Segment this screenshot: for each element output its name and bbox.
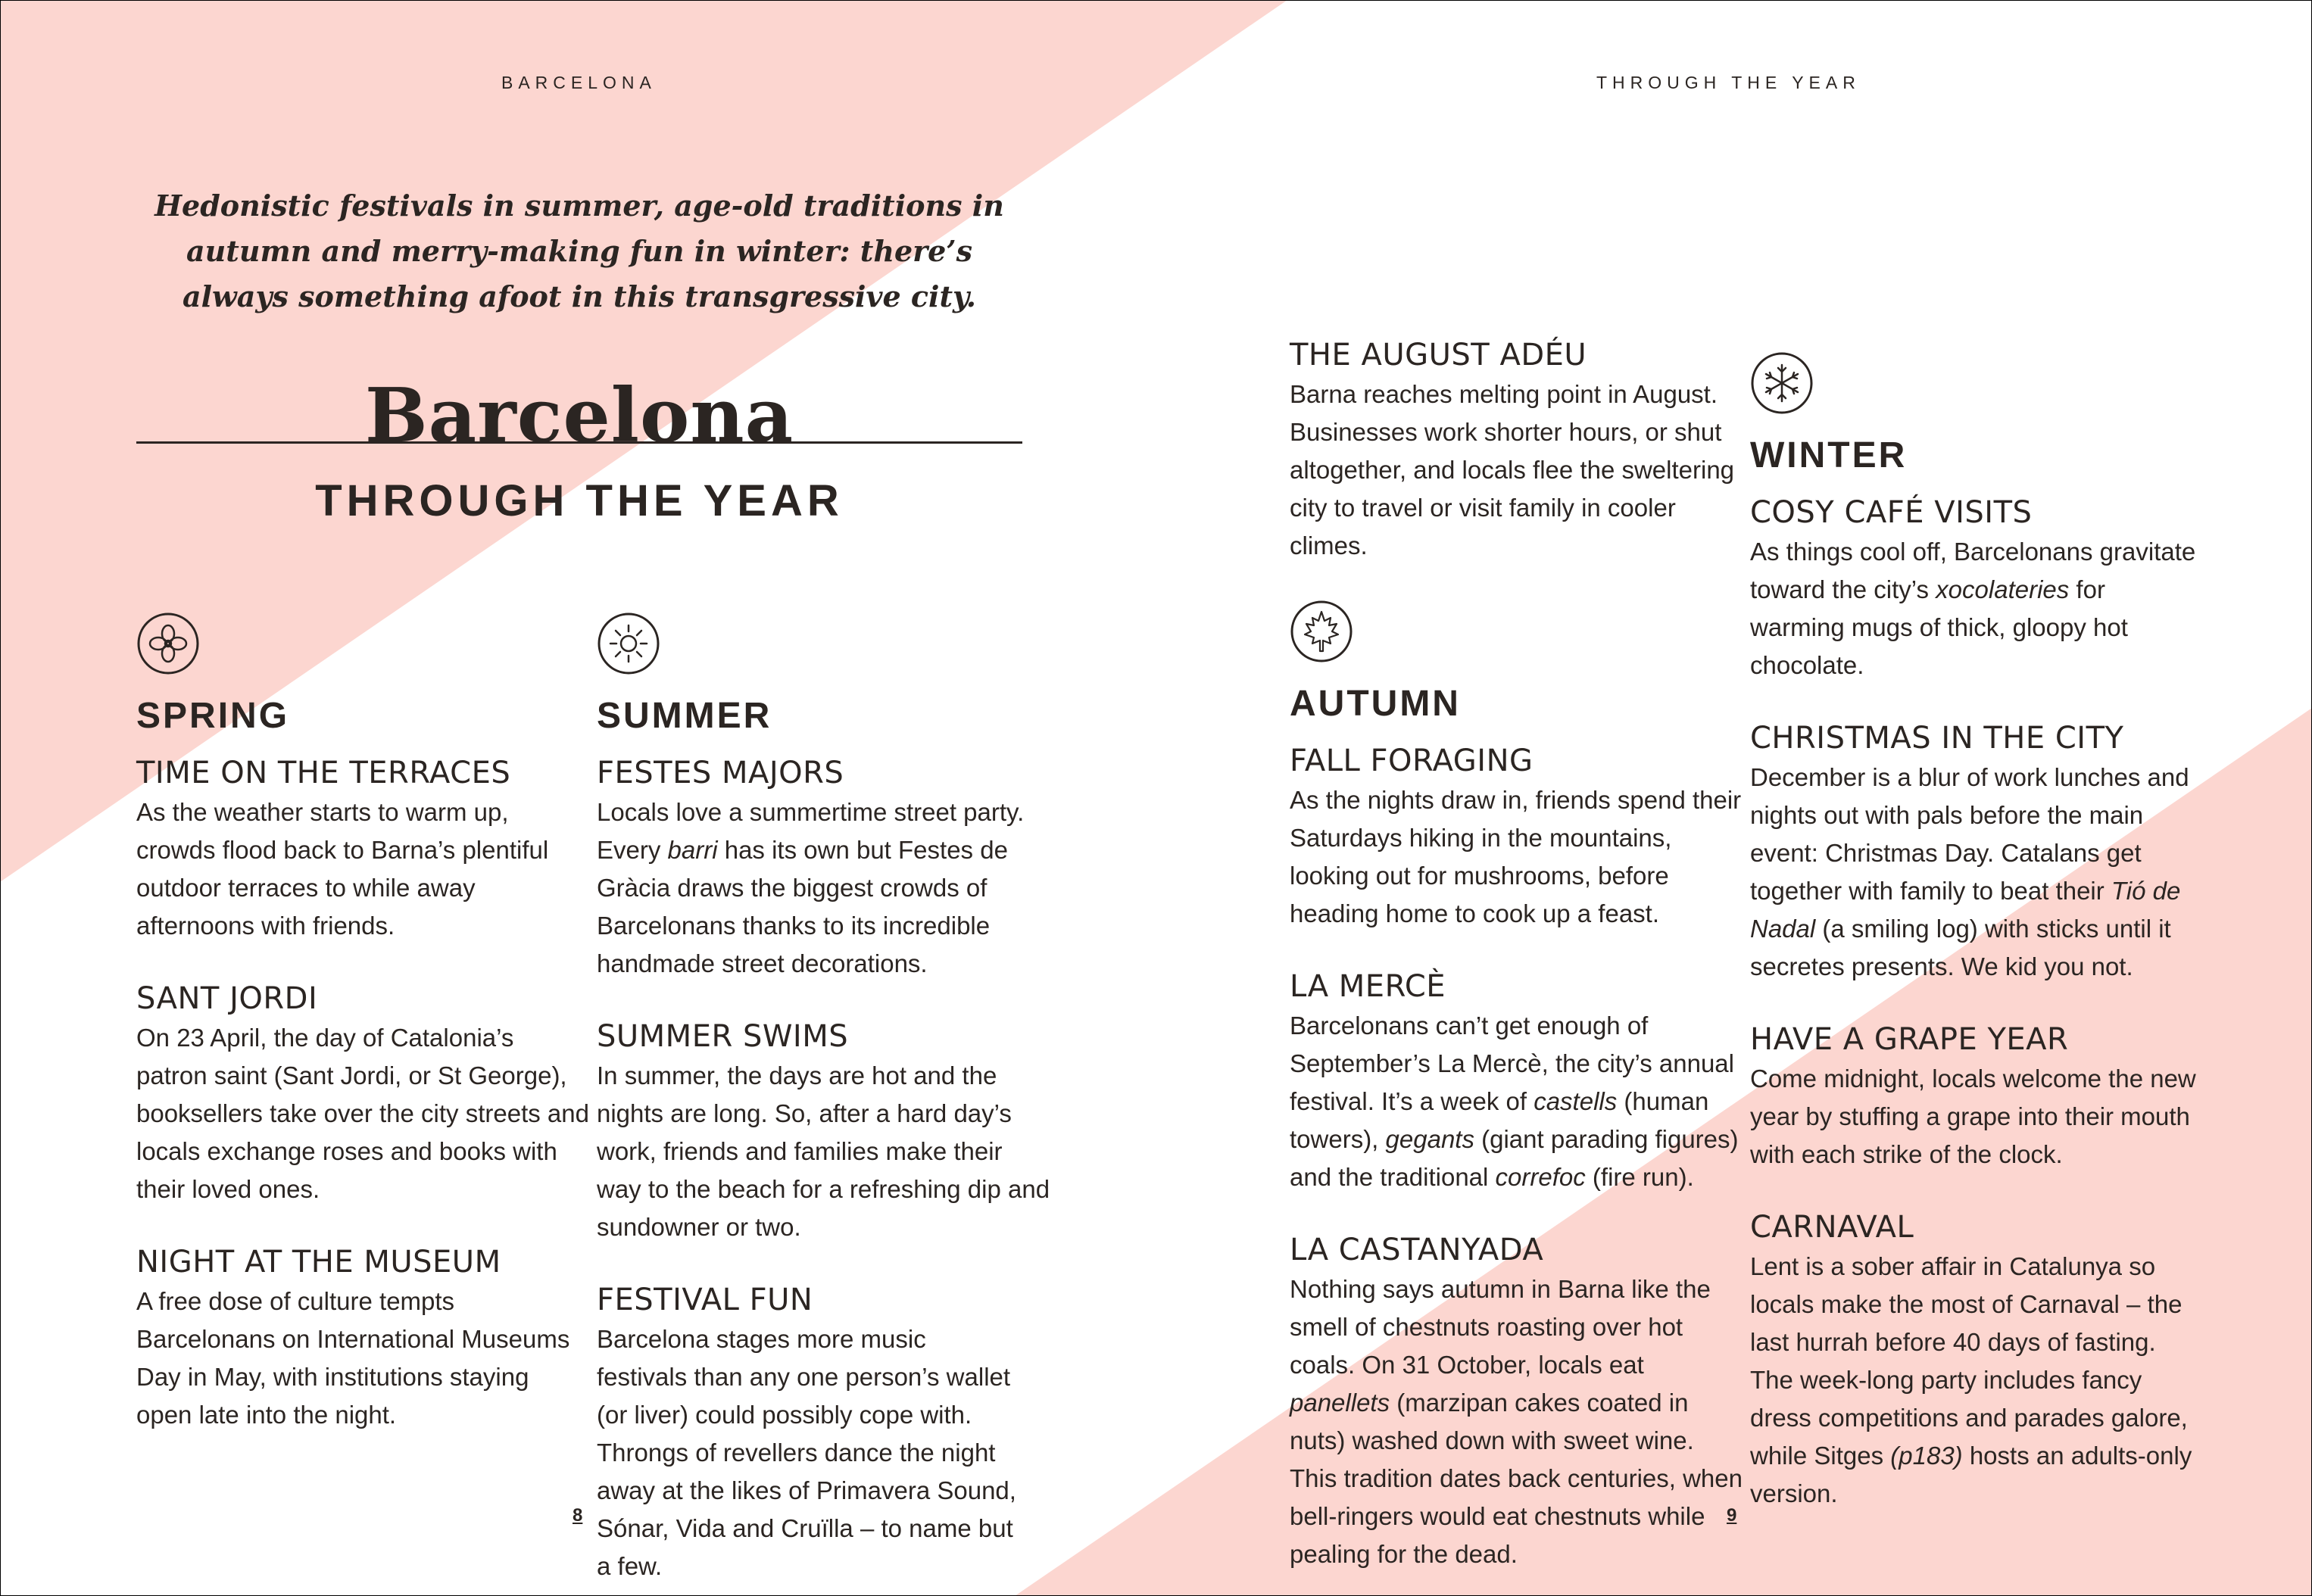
entry-title: LA CASTANYADA <box>1290 1233 1544 1267</box>
entry-body <box>1750 759 2204 986</box>
page-subtitle: THROUGH THE YEAR <box>315 476 844 525</box>
page-title: Barcelona <box>364 373 794 460</box>
snowflake-icon <box>1750 351 1814 415</box>
body-italic: Tió de Nadal <box>1750 877 2181 943</box>
entry-title: FALL FORAGING <box>1290 743 1534 778</box>
entry-carnaval <box>1750 1208 2204 1513</box>
season-title-winter: WINTER <box>1750 435 1908 475</box>
season-title-summer: SUMMER <box>597 696 772 736</box>
spring-column <box>136 612 591 1469</box>
body-text: for warming mugs of thick, gloopy hot chocolate. <box>1750 575 2128 679</box>
entry-body: In summer, the days are hot and the nights are long. So, after a hard day’s work, friends and families make their way to the beach for a refreshing dip and sundowner or two. <box>597 1061 1050 1241</box>
entry-body: Barcelona stages more music festivals than any one person’s wallet (or liver) could possibly cope with. Throngs of revellers dance the night away at the likes of Primavera Sound, Sónar, Vida and Cruïlla – to name but a few. <box>597 1325 1016 1580</box>
flower-icon <box>136 612 200 675</box>
body-text: Locals love a summertime street party. Every <box>597 798 1025 864</box>
entry-the-august-adeu <box>1290 336 1744 565</box>
entry-body: As the weather starts to warm up, crowds flood back to Barna’s plentiful outdoor terraces to while away afternoons with friends. <box>136 798 549 940</box>
sun-icon <box>597 612 660 675</box>
body-text: (marzipan cakes coated in nuts) washed down with sweet wine. This tradition dates back centuries, when bell-ringers would eat chestnuts while pealing for the dead. <box>1290 1389 1743 1568</box>
entry-title: CARNAVAL <box>1750 1210 1914 1245</box>
running-head-right: THROUGH THE YEAR <box>1596 73 1861 92</box>
body-italic: panellets <box>1290 1389 1390 1417</box>
body-text: hosts an adults-only version. <box>1750 1442 2192 1507</box>
entry-title: FESTES MAJORS <box>597 756 844 790</box>
body-text: (fire run). <box>1585 1163 1694 1191</box>
body-italic: xocolateries <box>1936 575 2070 603</box>
entry-body: Barna reaches melting point in August. Businesses work shorter hours, or shut altogether, and locals flee the sweltering city to travel or visit family in cooler climes. <box>1290 380 1735 560</box>
entry-body <box>1750 1248 2204 1513</box>
entry-body: As the nights draw in, friends spend their Saturdays hiking in the mountains, looking out for mushrooms, before heading home to cook up a feast. <box>1290 786 1742 927</box>
entry-cosy-cafe-visits <box>1750 494 2204 684</box>
entry-title: LA MERCÈ <box>1290 969 1446 1004</box>
entry-body <box>1290 1007 1744 1196</box>
body-text: As things cool off, Barcelonans gravitate toward the city’s <box>1750 538 2196 603</box>
intro-text: Hedonistic festivals in summer, age-old traditions in autumn and merry-making fun in winter: there’s always something afoot in this transgressive city. <box>154 189 1004 313</box>
body-text: Lent is a sober affair in Catalunya so locals make the most of Carnaval – the last hurrah before 40 days of fasting. The week-long party includes fancy dress competitions and parades galore, while Sitges <box>1750 1252 2188 1470</box>
entry-title: CHRISTMAS IN THE CITY <box>1750 721 2124 756</box>
body-text: (human towers), <box>1290 1087 1709 1153</box>
entry-title: SANT JORDI <box>136 981 318 1016</box>
entry-sant-jordi <box>136 980 591 1208</box>
entry-title: TIME ON THE TERRACES <box>136 756 511 790</box>
entry-body: Come midnight, locals welcome the new year by stuffing a grape into their mouth with each strike of the clock. <box>1750 1065 2196 1168</box>
body-italic: barri <box>667 836 718 864</box>
entry-christmas-in-the-city <box>1750 719 2204 986</box>
body-italic: (p183) <box>1890 1442 1963 1470</box>
right-column-one <box>1290 336 1744 1596</box>
entry-body: On 23 April, the day of Catalonia’s patron saint (Sant Jordi, or St George), booksellers take over the city streets and locals exchange roses and books with their loved ones. <box>136 1024 589 1203</box>
entry-la-merce <box>1290 968 1744 1196</box>
entry-have-a-grape-year <box>1750 1021 2204 1174</box>
body-text: December is a blur of work lunches and nights out with pals before the main event: Christmas Day. Catalans get together with family to beat their <box>1750 763 2189 905</box>
entry-la-castanyada <box>1290 1231 1744 1573</box>
entry-body <box>1750 533 2204 684</box>
page-number-left: 8 <box>573 1505 583 1526</box>
season-title-spring: SPRING <box>136 696 290 736</box>
running-head-left: BARCELONA <box>501 73 657 92</box>
entry-body <box>597 793 1051 983</box>
entry-festes-majors <box>597 754 1051 983</box>
page-number-right: 9 <box>1727 1505 1737 1526</box>
winter-column <box>1750 336 2204 1548</box>
body-text: (a smiling log) with sticks until it secretes presents. We kid you not. <box>1750 915 2171 980</box>
entry-body <box>1290 1270 1744 1573</box>
entry-title: COSY CAFÉ VISITS <box>1750 495 2033 530</box>
summer-column <box>597 612 1051 1596</box>
entry-night-at-the-museum <box>136 1243 591 1434</box>
season-title-autumn: AUTUMN <box>1290 684 1461 724</box>
body-italic: correfoc <box>1495 1163 1586 1191</box>
entry-body: A free dose of culture tempts Barcelonans on International Museums Day in May, with institutions staying open late into the night. <box>136 1287 570 1429</box>
entry-fall-foraging <box>1290 742 1744 933</box>
entry-title: SUMMER SWIMS <box>597 1019 849 1054</box>
entry-festival-fun <box>597 1281 1051 1585</box>
entry-title: NIGHT AT THE MUSEUM <box>136 1245 501 1280</box>
maple-leaf-icon <box>1290 600 1353 663</box>
entry-title: FESTIVAL FUN <box>597 1283 813 1317</box>
body-text: has its own but Festes de Gràcia draws the biggest crowds of Barcelonans thanks to its incredible handmade street decorations. <box>597 836 1008 977</box>
entry-summer-swims <box>597 1018 1051 1246</box>
body-italic: castells <box>1534 1087 1618 1115</box>
entry-time-on-the-terraces <box>136 754 591 945</box>
entry-title: HAVE A GRAPE YEAR <box>1750 1022 2069 1057</box>
body-text: (giant parading figures) and the traditional <box>1290 1125 1739 1191</box>
entry-title: THE AUGUST ADÉU <box>1290 338 1587 373</box>
body-italic: gegants <box>1385 1125 1474 1153</box>
body-text: Nothing says autumn in Barna like the smell of chestnuts roasting over hot coals. On 31 October, locals eat <box>1290 1275 1711 1379</box>
body-text: Barcelonans can’t get enough of September’s La Mercè, the city’s annual festival. It’s a week of <box>1290 1012 1734 1115</box>
